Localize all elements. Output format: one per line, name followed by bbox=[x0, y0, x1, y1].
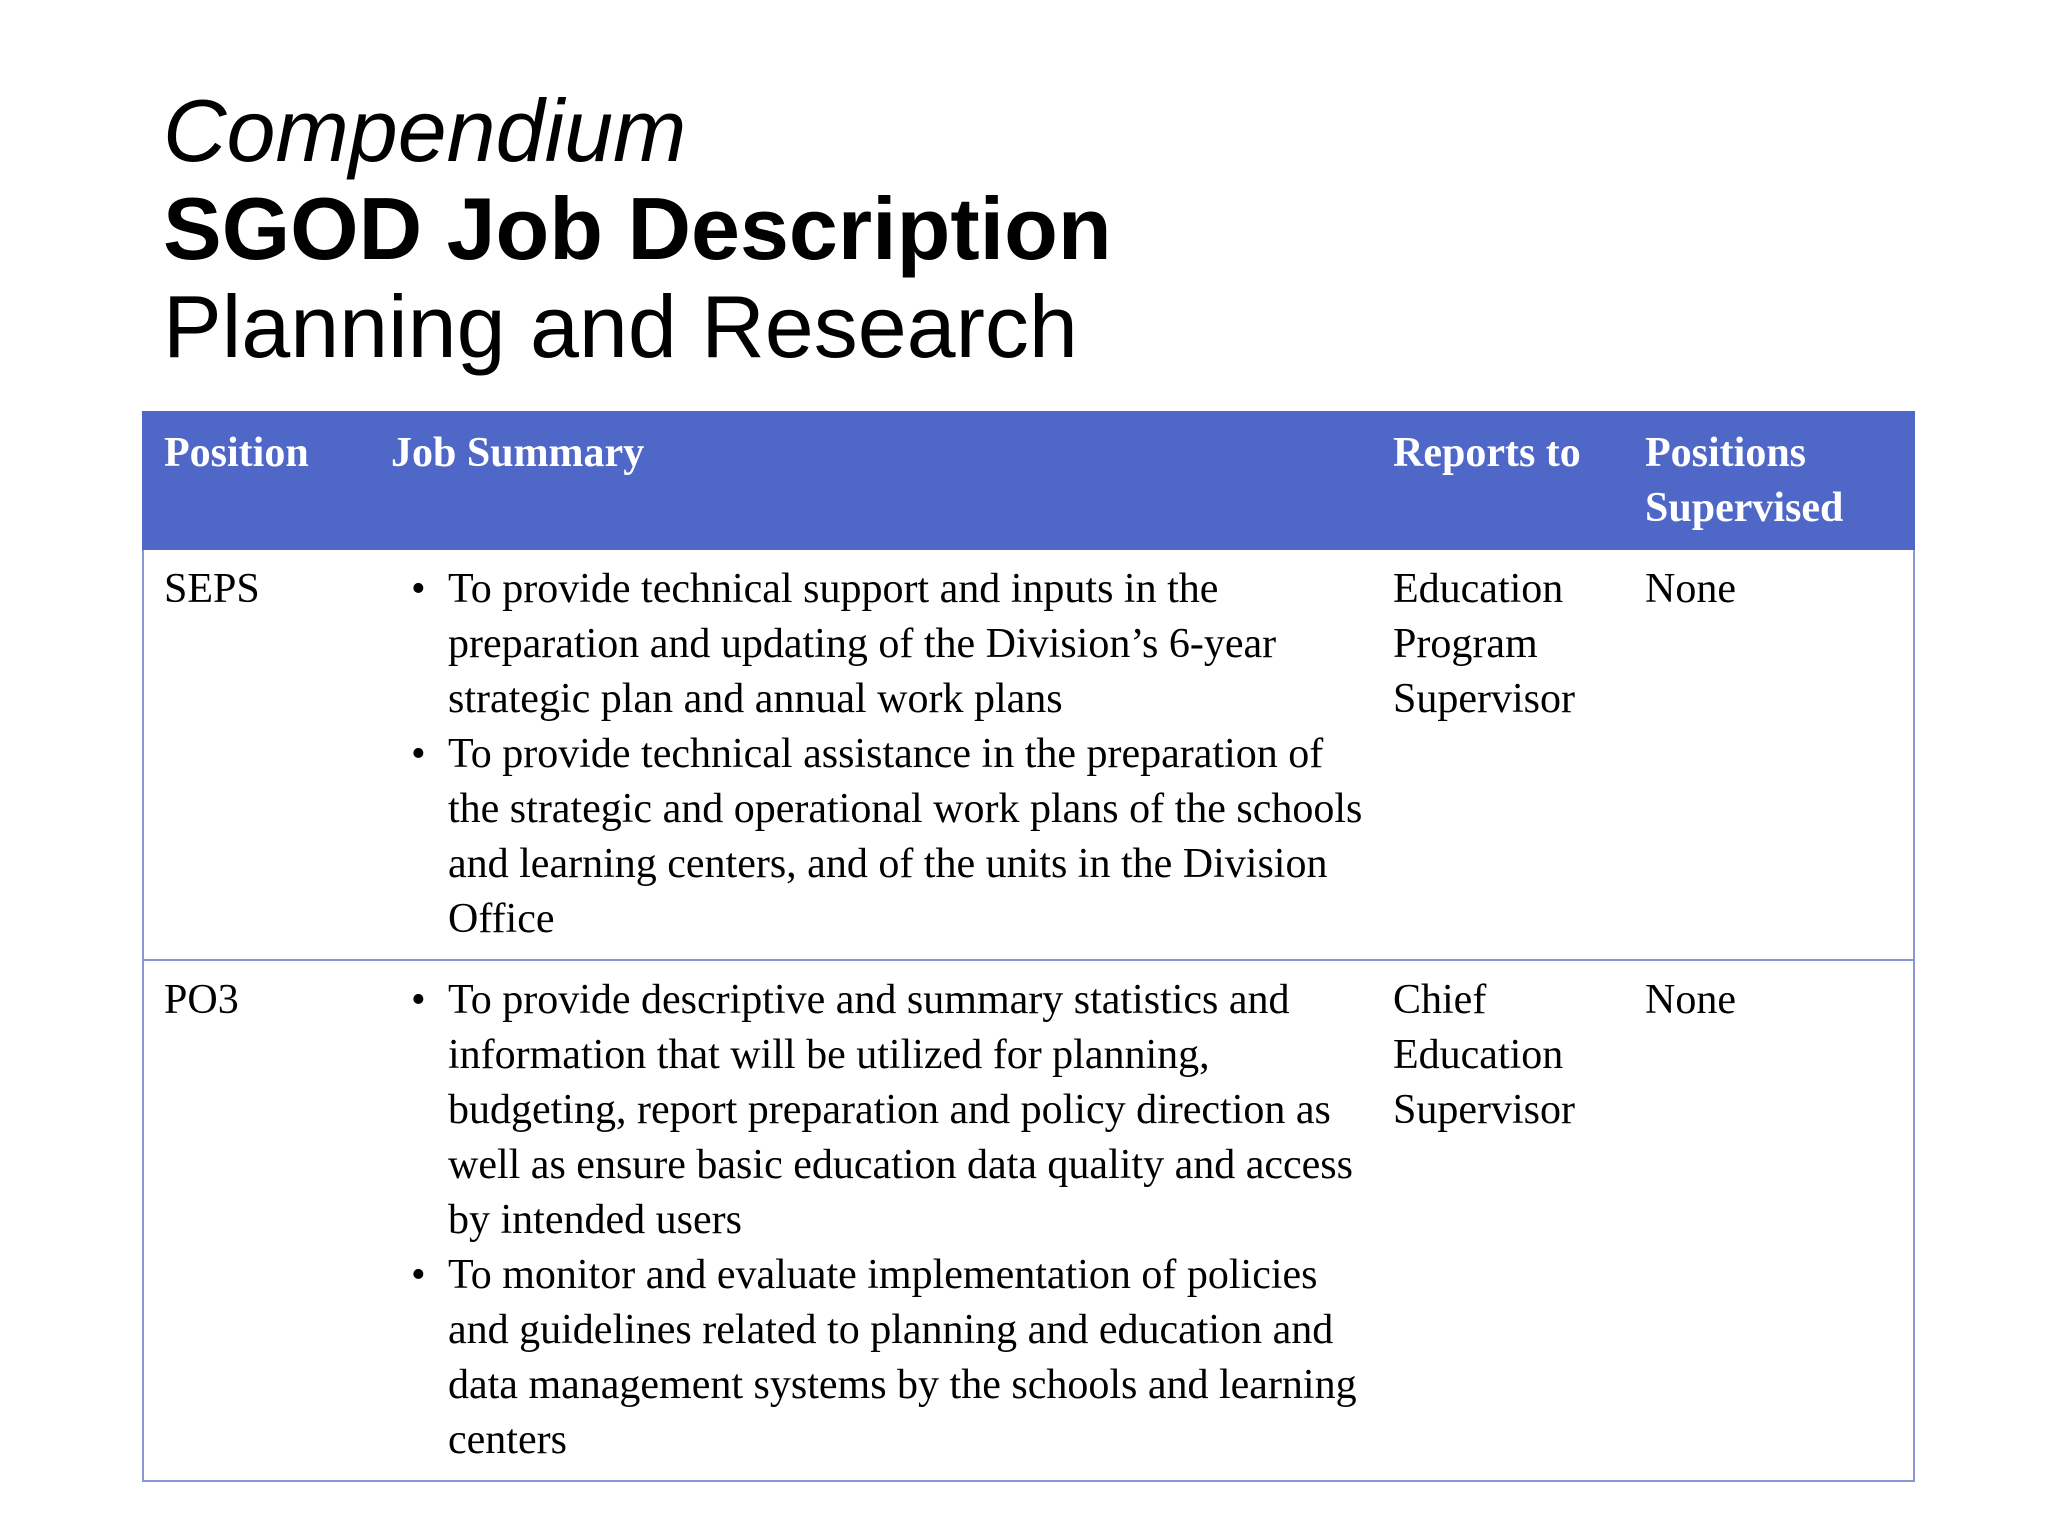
summary-bullet-item bbox=[353, 1248, 1393, 1468]
summary-bullet-list bbox=[353, 562, 1393, 947]
row-positions-supervised: None bbox=[1645, 960, 1914, 1481]
row-reports-to: Chief Education Supervisor bbox=[1393, 960, 1645, 1481]
row-job-summary bbox=[353, 549, 1393, 960]
table-row bbox=[143, 960, 1914, 1481]
job-description-table bbox=[142, 411, 1915, 1482]
table-header-row bbox=[143, 412, 1914, 549]
title-sgod-job-description: SGOD Job Description bbox=[163, 179, 1112, 278]
row-reports-to: Education Program Supervisor bbox=[1393, 549, 1645, 960]
row-job-summary bbox=[353, 960, 1393, 1481]
bullet-icon: • bbox=[411, 566, 426, 612]
title-planning-and-research: Planning and Research bbox=[163, 277, 1078, 376]
bullet-icon: • bbox=[411, 977, 426, 1023]
row-position: PO3 bbox=[143, 960, 353, 1481]
summary-bullet-text: To provide technical support and inputs in the preparation and updating of the Division’s 6-year strategic plan and annual work plans bbox=[448, 566, 1277, 722]
row-positions-supervised: None bbox=[1645, 549, 1914, 960]
title-compendium: Compendium bbox=[163, 81, 687, 180]
summary-bullet-list bbox=[353, 973, 1393, 1468]
summary-bullet-text: To monitor and evaluate implementation of policies and guidelines related to planning and education and data management systems by the schools and learning centers bbox=[448, 1252, 1357, 1463]
table-row bbox=[143, 549, 1914, 960]
header-positions-supervised: Positions Supervised bbox=[1645, 412, 1914, 549]
summary-bullet-item bbox=[353, 562, 1393, 727]
header-reports-to: Reports to bbox=[1393, 412, 1645, 549]
header-job-summary: Job Summary bbox=[353, 412, 1393, 549]
summary-bullet-text: To provide technical assistance in the preparation of the strategic and operational work plans of the schools and learning centers, and of the units in the Division Office bbox=[448, 731, 1363, 942]
summary-bullet-item bbox=[353, 973, 1393, 1248]
bullet-icon: • bbox=[411, 1252, 426, 1298]
header-position: Position bbox=[143, 412, 353, 549]
slide-title bbox=[163, 82, 1863, 376]
summary-bullet-text: To provide descriptive and summary statistics and information that will be utilized for planning, budgeting, report preparation and policy direction as well as ensure basic education data quality and access by intended users bbox=[448, 977, 1353, 1243]
summary-bullet-item bbox=[353, 727, 1393, 947]
row-position: SEPS bbox=[143, 549, 353, 960]
bullet-icon: • bbox=[411, 731, 426, 777]
